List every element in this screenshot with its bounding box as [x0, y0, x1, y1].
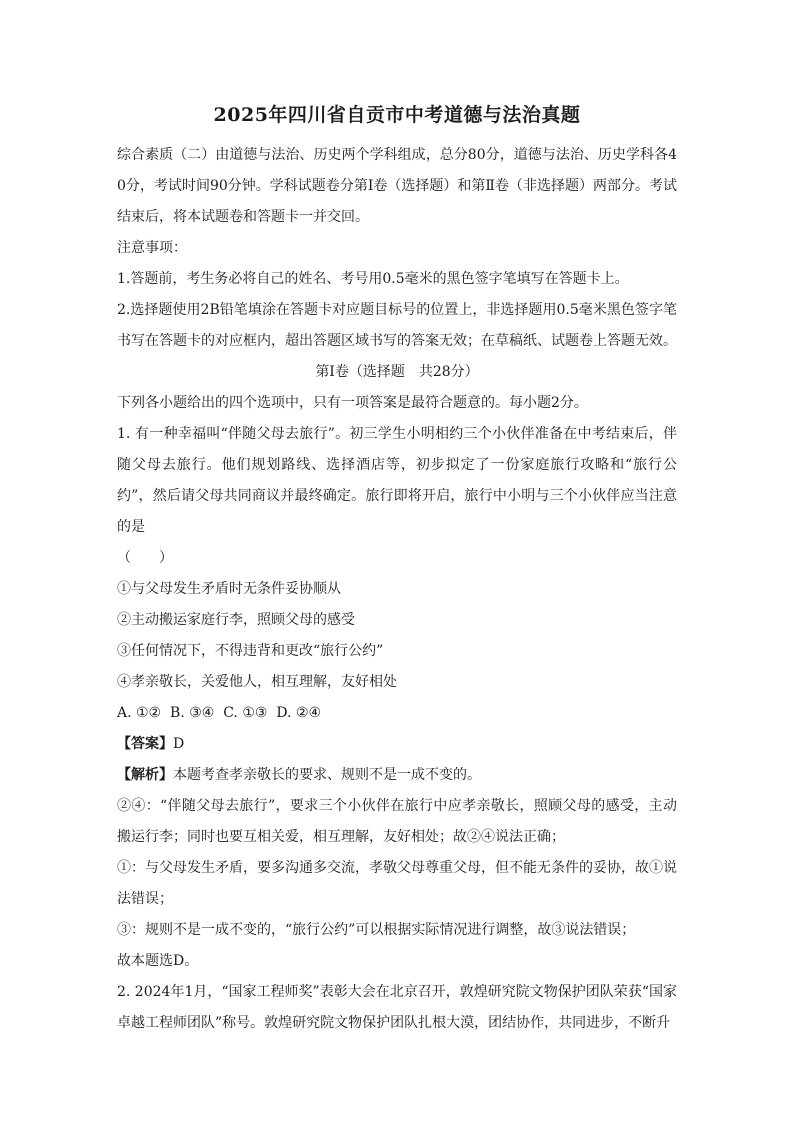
answer-label: 【答案】 — [117, 736, 173, 752]
question-1-conclusion: 故本题选D。 — [117, 953, 199, 969]
question-1-item-3: ③任何情况下，不得违背和更改“旅行公约” — [117, 643, 384, 659]
note-2: 2.选择题使用2B铅笔填涂在答题卡对应题目标号的位置上，非选择题用0.5毫米黑色签字笔书写在答题卡的对应框内，超出答题区域书写的答案无效；在草稿纸、试题卷上答题无效。 — [117, 302, 677, 349]
note-1: 1.答题前，考生务必将自己的姓名、考号用0.5毫米的黑色签字笔填写在答题卡上。 — [117, 271, 629, 287]
question-1-options: A. ①② B. ③④ C. ①③ D. ②④ — [117, 705, 322, 721]
question-1-analysis — [117, 760, 677, 791]
analysis-text: 本题考查孝亲敬长的要求、规则不是一成不变的。 — [173, 767, 481, 783]
notes-heading: 注意事项： — [117, 240, 187, 256]
question-1 — [117, 419, 677, 977]
section-heading: 第Ⅰ卷（选择题 共28分） — [315, 364, 479, 380]
question-1-answer — [117, 729, 677, 760]
analysis-label: 【解析】 — [117, 767, 173, 783]
question-2 — [117, 977, 677, 1039]
section-instruction: 下列各小题给出的四个选项中，只有一项答案是最符合题意的。每小题2分。 — [117, 395, 588, 411]
question-1-item-2: ②主动搬运家庭行李，照顾父母的感受 — [117, 612, 355, 628]
question-2-stem: 2. 2024年1月，“国家工程师奖”表彰大会在北京召开，敦煌研究院文物保护团队荣获“国家卓越工程师团队”称号。敦煌研究院文物保护团队扎根大漠，团结协作，共同进步，不断升 — [117, 984, 677, 1031]
answer-value: D — [173, 736, 185, 752]
intro-paragraph: 综合素质（二）由道德与法治、历史两个学科组成，总分80分，道德与法治、历史学科各40分，考试时间90分钟。学科试题卷分第Ⅰ卷（选择题）和第Ⅱ卷（非选择题）两部分。考试结束后，将本试题卷和答题卡一并交回。 — [117, 147, 677, 225]
question-1-bracket: （ ） — [117, 550, 173, 566]
question-1-stem: 1. 有一种幸福叫“伴随父母去旅行”。初三学生小明相约三个小伙伴准备在中考结束后，伴随父母去旅行。他们规划路线、选择酒店等，初步拟定了一份家庭旅行攻略和“旅行公约”，然后请父母共同商议并最终确定。旅行即将开启，旅行中小明与三个小伙伴应当注意的是 — [117, 426, 677, 535]
question-1-explanation-2: ①：与父母发生矛盾，要多沟通多交流，孝敬父母尊重父母，但不能无条件的妥协，故①说法错误； — [117, 860, 677, 907]
question-1-item-1: ①与父母发生矛盾时无条件妥协顺从 — [117, 581, 341, 597]
document-title: 2025年四川省自贡市中考道德与法治真题 — [213, 104, 581, 126]
question-1-explanation-3: ③：规则不是一成不变的，“旅行公约”可以根据实际情况进行调整，故③说法错误； — [117, 922, 636, 938]
document-page — [117, 102, 677, 1039]
question-1-item-4: ④孝亲敬长，关爱他人，相互理解，友好相处 — [117, 674, 397, 690]
question-1-explanation-1: ②④：“伴随父母去旅行”，要求三个小伙伴在旅行中应孝亲敬长，照顾父母的感受，主动搬运行李；同时也要互相关爱，相互理解，友好相处；故②④说法正确； — [117, 798, 677, 845]
